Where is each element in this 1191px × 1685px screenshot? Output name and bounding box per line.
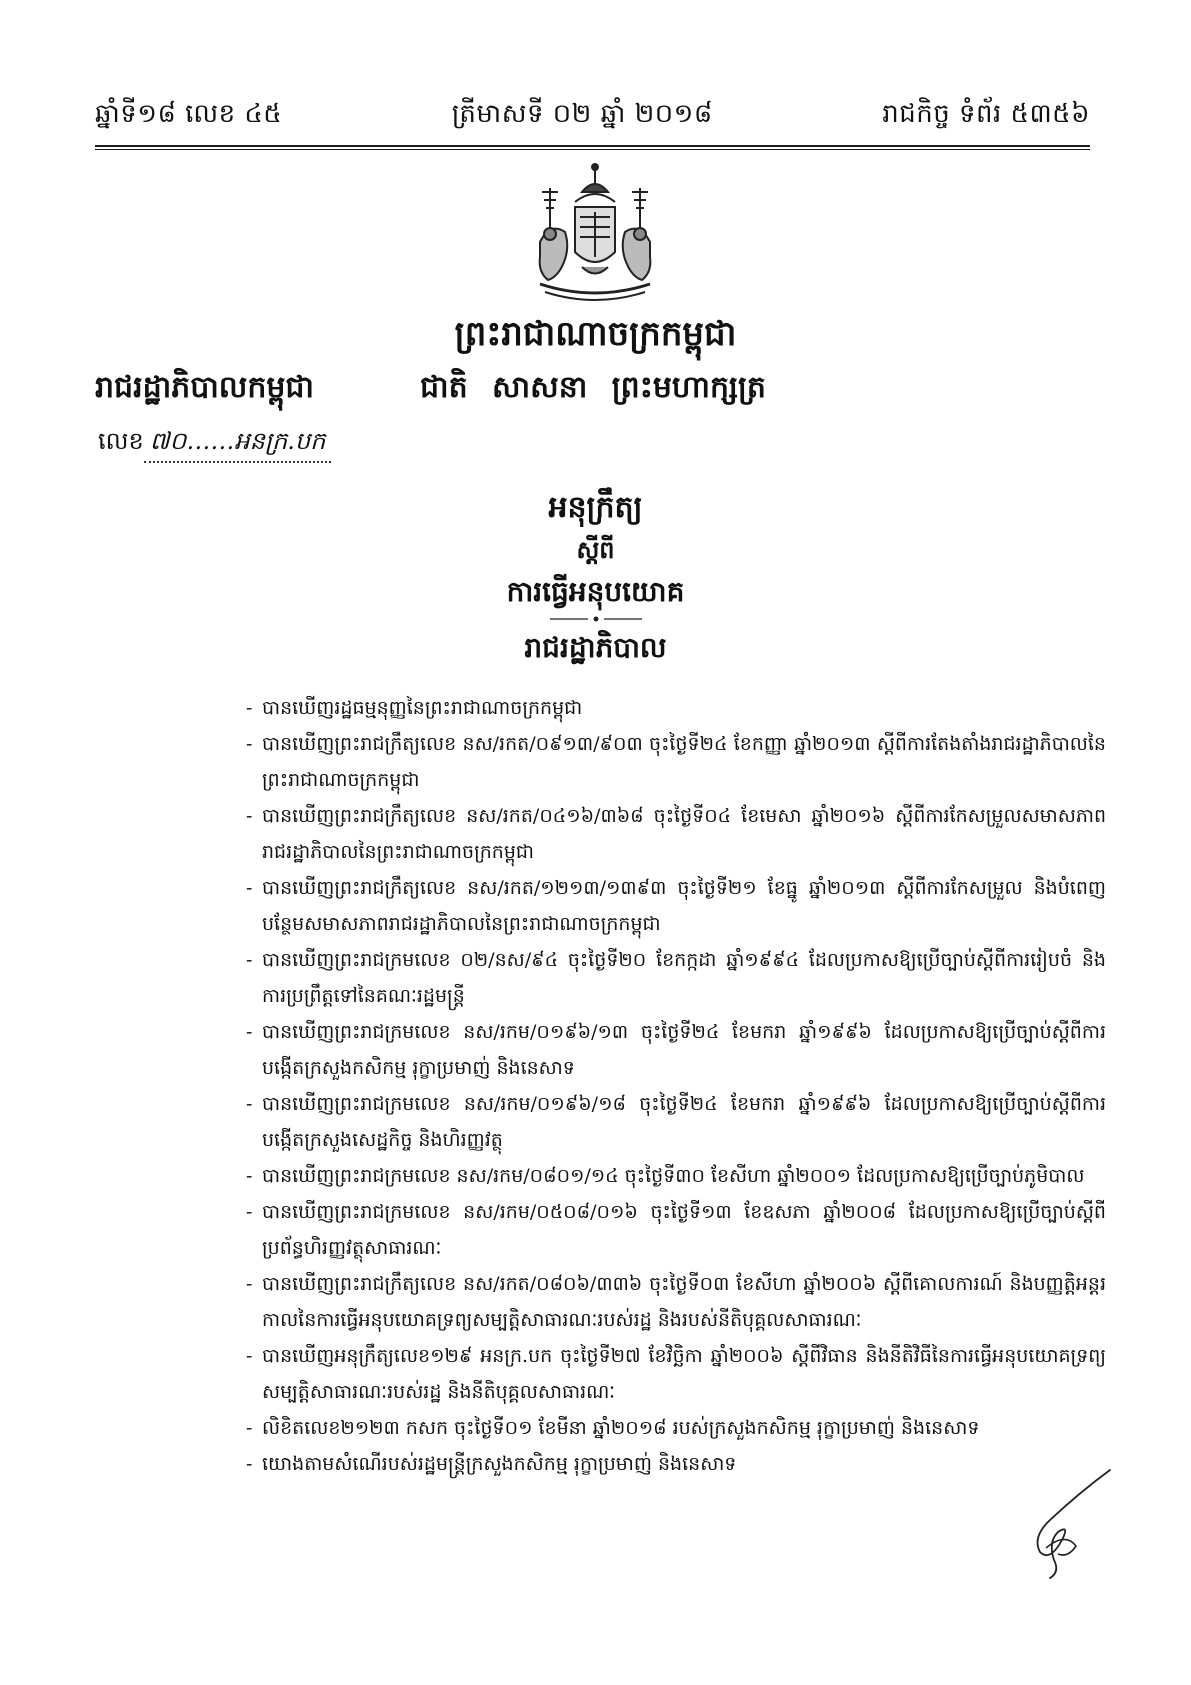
consideration-item: - បានឃើញព្រះរាជក្រមលេខ នស/រកម/០៨០១/១៤ ចុះថ្ងៃទី៣០ ខែសីហា ឆ្នាំ២០០១ ដែលប្រកាសឱ្យប្រើច្បាប់ភូមិបាល: [246, 1158, 1106, 1194]
gazette-page-number: រាជកិច្ច ទំព័រ ៥៣៥៦: [882, 99, 1090, 129]
reference-value: ៧០……អនក្រ.បក: [144, 426, 332, 463]
reference-suffix: អនក្រ.បក: [234, 427, 326, 455]
gazette-header: [95, 96, 1090, 136]
considerations-list: [246, 690, 1106, 1482]
consideration-item: - បានឃើញរដ្ឋធម្មនុញ្ញនៃព្រះរាជាណាចក្រកម្ពុជា: [246, 690, 1106, 726]
reference-number: [98, 426, 331, 463]
consideration-item: - យោងតាមសំណើរបស់រដ្ឋមន្ត្រីក្រសួងកសិកម្ម រុក្ខាប្រមាញ់ និងនេសាទ: [246, 1446, 1106, 1482]
consideration-item: - បានឃើញព្រះរាជក្រមលេខ នស/រកម/០១៩៦/១៨ ចុះថ្ងៃទី២៤ ខែមករា ឆ្នាំ១៩៩៦ ដែលប្រកាសឱ្យប្រើច្បាប់ស្តីពីការបង្កើតក្រសួងសេដ្ឋកិច្ច និងហិរញ្ញវត្ថុ: [246, 1086, 1106, 1158]
consideration-item: - បានឃើញព្រះរាជក្រមលេខ ០២/នស/៩៤ ចុះថ្ងៃទី២០ ខែកក្កដា ឆ្នាំ១៩៩៤ ដែលប្រកាសឱ្យប្រើច្បាប់ស្តីពីការរៀបចំ និងការប្រព្រឹត្តទៅនៃគណៈរដ្ឋមន្ត្រី: [246, 942, 1106, 1014]
royal-coat-of-arms-icon: [520, 162, 670, 307]
consideration-item: - បានឃើញព្រះរាជក្រឹត្យលេខ នស/រកត/១២១៣/១៣៩៣ ចុះថ្ងៃទី២១ ខែធ្នូ ឆ្នាំ២០១៣ ស្តីពីការកែសម្រួល និងបំពេញបន្ថែមសមាសភាពរាជរដ្ឋាភិបាលនៃព្រះរាជាណាចក្រកម្ពុជា: [246, 870, 1106, 942]
reference-number-value: ៧០: [149, 427, 187, 455]
ornamental-divider: [548, 614, 644, 624]
consideration-item: - បានឃើញព្រះរាជក្រឹត្យលេខ នស/រកត/០៤១៦/៣៦៨ ចុះថ្ងៃទី០៤ ខែមេសា ឆ្នាំ២០១៦ ស្តីពីការកែសម្រួលសមាសភាពរាជរដ្ឋាភិបាលនៃព្រះរាជាណាចក្រកម្ពុជា: [246, 798, 1106, 870]
consideration-item: - បានឃើញព្រះរាជក្រមលេខ នស/រកម/០៥០៨/០១៦ ចុះថ្ងៃទី១៣ ខែឧសភា ឆ្នាំ២០០៨ ដែលប្រកាសឱ្យប្រើច្បាប់ស្តីពីប្រព័ន្ធហិរញ្ញវត្ថុសាធារណៈ: [246, 1194, 1106, 1266]
consideration-item: - បានឃើញព្រះរាជក្រឹត្យលេខ នស/រកត/០៩១៣/៩០៣ ចុះថ្ងៃទី២៤ ខែកញ្ញា ឆ្នាំ២០១៣ ស្តីពីការតែងតាំងរាជរដ្ឋាភិបាលនៃព្រះរាជាណាចក្រកម្ពុជា: [246, 726, 1106, 798]
document-topic: ការធ្វើអនុបយោគ: [506, 575, 685, 608]
handwritten-signature: [1010, 1462, 1120, 1582]
kingdom-name: ព្រះរាជាណាចក្រកម្ពុជា: [454, 314, 737, 354]
header-rule: [95, 145, 1090, 147]
document-type: អនុក្រឹត្យ: [548, 490, 643, 525]
title-about: ស្តីពី: [576, 535, 615, 564]
consideration-item: - បានឃើញអនុក្រឹត្យលេខ១២៩ អនក្រ.បក ចុះថ្ងៃទី២៧ ខែវិច្ឆិកា ឆ្នាំ២០០៦ ស្តីពីវិធាន និងនីតិវិធីនៃការធ្វើអនុបយោគទ្រព្យសម្បត្តិសាធារណៈរបស់រដ្ឋ និងនីតិបុគ្គលសាធារណៈ: [246, 1338, 1106, 1410]
government-name: រាជរដ្ឋាភិបាលកម្ពុជា: [95, 370, 314, 405]
consideration-item: - លិខិតលេខ២១២៣ កសក ចុះថ្ងៃទី០១ ខែមីនា ឆ្នាំ២០១៨ របស់ក្រសួងកសិកម្ម រុក្ខាប្រមាញ់ និងនេសាទ: [246, 1410, 1106, 1446]
document-title: [0, 486, 1191, 614]
national-motto: ជាតិ សាសនា ព្រះមហាក្សត្រ: [420, 370, 766, 405]
issuing-authority: រាជរដ្ឋាភិបាល: [524, 631, 667, 664]
reference-prefix: លេខ: [98, 427, 144, 455]
gazette-quarter: ត្រីមាសទី ០២ ឆ្នាំ ២០១៨: [451, 99, 713, 129]
consideration-item: - បានឃើញព្រះរាជក្រមលេខ នស/រកម/០១៩៦/១៣ ចុះថ្ងៃទី២៤ ខែមករា ឆ្នាំ១៩៩៦ ដែលប្រកាសឱ្យប្រើច្បាប់ស្តីពីការបង្កើតក្រសួងកសិកម្ម រុក្ខាប្រមាញ់ និងនេសាទ: [246, 1014, 1106, 1086]
header-rule-thin: [95, 149, 1090, 150]
gazette-issue: ឆ្នាំទី១៨ លេខ ៤៥: [95, 99, 283, 129]
consideration-item: - បានឃើញព្រះរាជក្រឹត្យលេខ នស/រកត/០៨០៦/៣៣៦ ចុះថ្ងៃទី០៣ ខែសីហា ឆ្នាំ២០០៦ ស្តីពីគោលការណ៍ និងបញ្ញត្តិអន្តរកាលនៃការធ្វើអនុបយោគទ្រព្យសម្បត្តិសាធារណៈរបស់រដ្ឋ និងរបស់នីតិបុគ្គលសាធារណៈ: [246, 1266, 1106, 1338]
